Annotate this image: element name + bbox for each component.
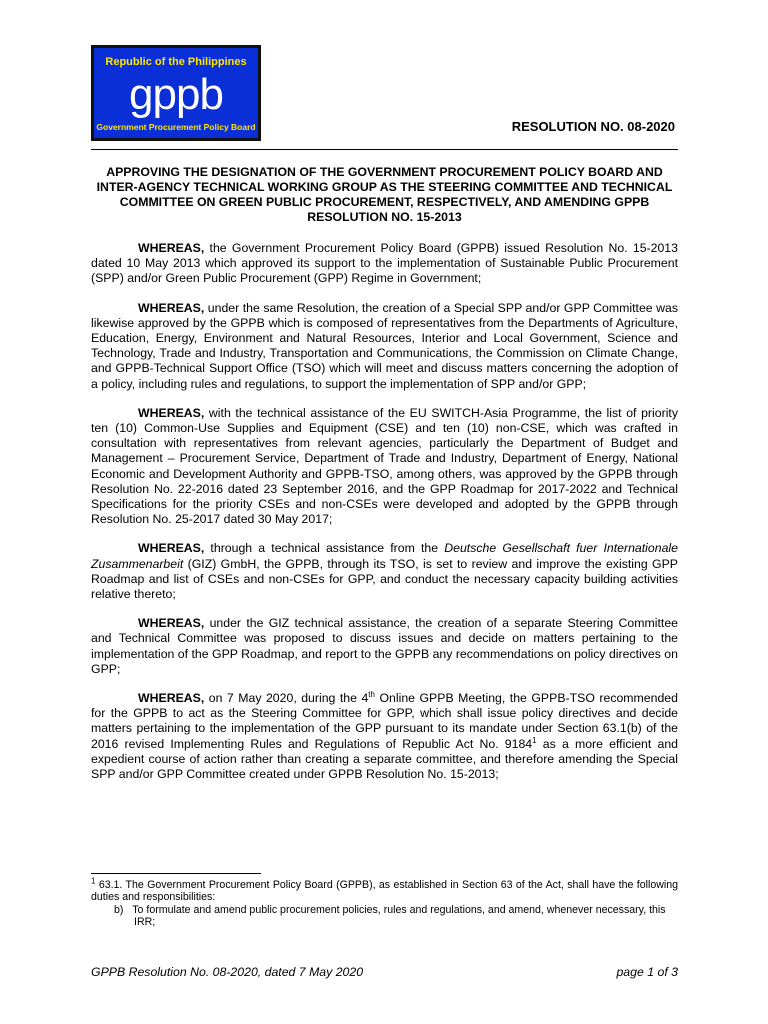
paragraph-text: on 7 May 2020, during the 4: [204, 691, 369, 706]
paragraph-2: [91, 301, 678, 392]
whereas-lead: WHEREAS,: [138, 616, 205, 631]
document-title: APPROVING THE DESIGNATION OF THE GOVERNMENT PROCUREMENT POLICY BOARD AND INTER-AGENCY TECHNICAL WORKING GROUP AS THE STEERING COMMITTEE AND TECHNICAL COMMITTEE ON GREEN PUBLIC PROCUREMENT, RESPECTIVELY, AND AMENDING GPPB RESOLUTION NO. 15-2013: [96, 165, 673, 224]
footnote-marker: 1: [91, 876, 96, 886]
paragraph-text: (GIZ) GmbH, the GPPB, through its TSO, is set to review and improve the existing GPP Roadmap and list of CSEs and non-CSEs for GPP, and conduct the necessary capacity building activities relative thereto;: [91, 556, 678, 602]
footnote-text: [91, 876, 678, 904]
footnote-divider: [91, 873, 261, 874]
logo-bottom-text: Government Procurement Policy Board: [96, 122, 256, 132]
logo-mark: gppb: [129, 70, 223, 119]
paragraph-6: [91, 691, 678, 782]
paragraph-text: under the same Resolution, the creation of a Special SPP and/or GPP Committee was likewise approved by the GPPB which is composed of representatives from the Departments of Agriculture, Education, Energy, Environment and Natural Resources, Interior and Local Government, Science and Technology, Trade and Industry, Transportation and Communications, the Commission on Climate Change, and GPPB-Technical Support Office (TSO) which will meet and discuss matters concerning the adoption of a policy, including rules and regulations, to support the implementation of SPP and/or GPP;: [91, 300, 678, 391]
giz-name: Deutsche Gesellschaft fuer Internationale Zusammenarbeit: [91, 541, 678, 571]
paragraph-text: with the technical assistance of the EU SWITCH-Asia Programme, the list of priority ten (10) Common-Use Supplies and Equipment (CSE) and ten (10) non-CSE, which was crafted in consultation with representatives from relevant agencies, particularly the Department of Budget and Management – Procurement Service, Department of Trade and Industry, Department of Energy, National Economic and Development Authority and GPPB-TSO, among others, was approved by the GPPB through Resolution No. 22-2016 dated 23 September 2016, and the GPP Roadmap for 2017-2022 and Technical Specifications for the priority CSEs and non-CSEs were developed and adopted by the GPPB through Resolution No. 25-2017 dated 30 May 2017;: [91, 405, 678, 527]
resolution-number: RESOLUTION NO. 08-2020: [511, 119, 675, 134]
footnote-reference[interactable]: 1: [532, 735, 537, 745]
whereas-lead: WHEREAS,: [138, 405, 205, 420]
header-divider: [91, 149, 678, 150]
whereas-lead: WHEREAS,: [138, 541, 205, 556]
paragraph-text: Online GPPB Meeting, the GPPB-TSO recommended for the GPPB to act as the Steering Committee for GPP, which shall issue policy directives and decide matters pertaining to the implementation of the GPP pursuant to its mandate under Section 63.1(b) of the 2016 revised Implementing Rules and Regulations of Republic Act No. 9184: [91, 691, 678, 751]
gppb-logo: [91, 45, 261, 141]
whereas-lead: WHEREAS,: [138, 241, 205, 255]
footer-left: GPPB Resolution No. 08-2020, dated 7 May 2020: [91, 965, 364, 979]
page-footer: [91, 965, 678, 979]
paragraph-5: [91, 616, 678, 677]
document-body: [91, 241, 678, 796]
footnote: [91, 876, 678, 929]
whereas-lead: WHEREAS,: [138, 691, 205, 706]
ordinal-superscript: th: [368, 689, 375, 699]
logo-top-text: Republic of the Philippines: [105, 56, 247, 68]
footnote-body: 63.1. The Government Procurement Policy Board (GPPB), as established in Section 63 of the Act, shall have the following duties and responsibilities:: [91, 879, 678, 904]
paragraph-text: under the GIZ technical assistance, the creation of a separate Steering Committee and Technical Committee was proposed to discuss issues and decide on matters pertaining to the implementation of the GPP Roadmap, and report to the GPPB any recommendations on policy directives on GPP;: [91, 616, 678, 676]
footnote-item: b) To formulate and amend public procurement policies, rules and regulations, and amend, whenever necessary, this IRR;: [114, 903, 666, 929]
page-number: page 1 of 3: [616, 965, 678, 979]
paragraph-text: the Government Procurement Policy Board (GPPB) issued Resolution No. 15-2013 dated 10 May 2013 which approved its support to the implementation of Sustainable Public Procurement (SPP) and/or Green Public Procurement (GPP) Regime in Government;: [91, 241, 678, 286]
paragraph-1: [91, 241, 678, 287]
paragraph-3: [91, 406, 678, 528]
paragraph-text: as a more efficient and expedient course of action rather than creating a separate committee, and therefore amending the Special SPP and/or GPP Committee created under GPPB Resolution No. 15-2013;: [91, 736, 678, 782]
whereas-lead: WHEREAS,: [138, 300, 205, 315]
paragraph-4: [91, 541, 678, 602]
paragraph-text: through a technical assistance from the: [204, 541, 445, 556]
